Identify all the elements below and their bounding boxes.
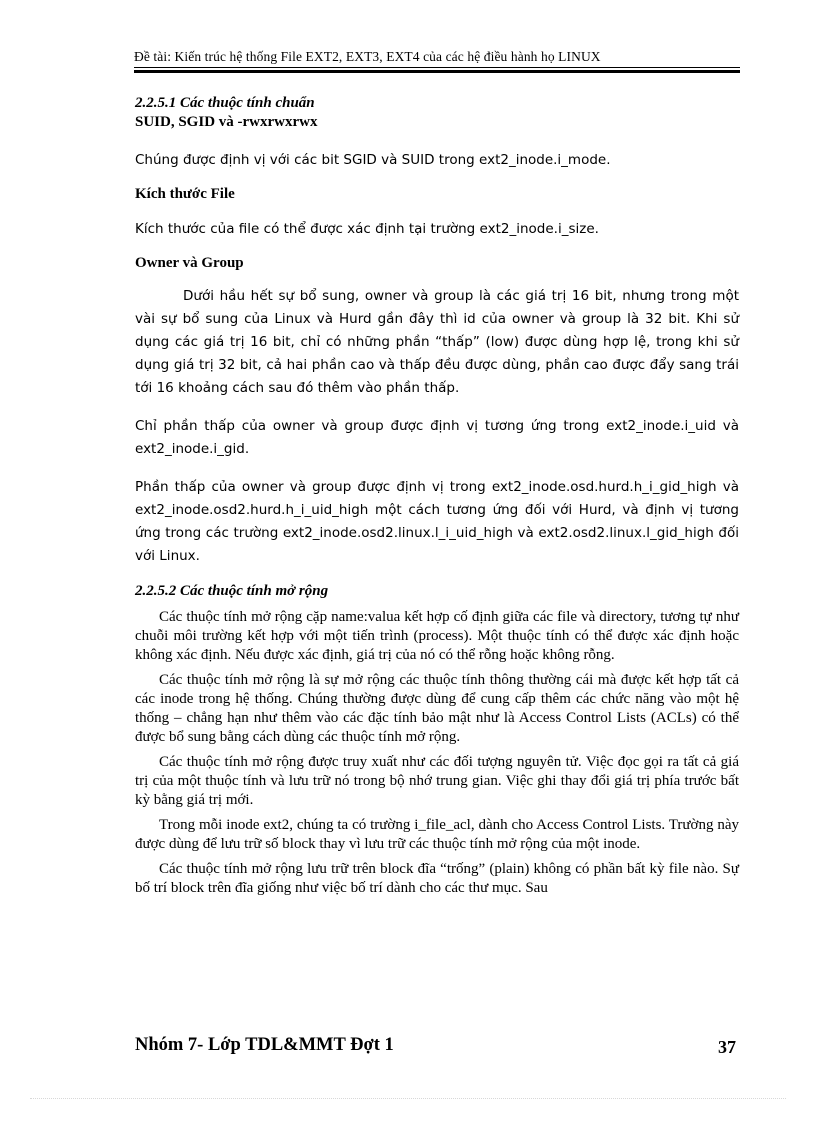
header-rule-thin	[134, 67, 740, 68]
paragraph-ext-attr-2: Các thuộc tính mở rộng là sự mở rộng các thuộc tính thông thường cái mà được kết hợp tất cả các inode trong hệ thống. Chúng thường được dùng để cung cấp thêm các chức năng vào một hệ thống – chẳng hạn như thêm vào các đặc tính bảo mật như là Access Control Lists (ACLs) có thể được bổ sung bằng cách dùng các thuộc tính mở rộng.	[135, 672, 739, 745]
section-heading-standard-attributes: 2.2.5.1 Các thuộc tính chuẩn	[135, 95, 315, 111]
header-rule-thick	[134, 70, 740, 73]
footer-group-label: Nhóm 7- Lớp TDL&MMT Đợt 1	[135, 1035, 394, 1055]
paragraph-suid: Chúng được định vị với các bit SGID và SUID trong ext2_inode.i_mode.	[135, 152, 611, 168]
page-number: 37	[718, 1037, 736, 1057]
subheading-file-size: Kích thước File	[135, 186, 235, 202]
paragraph-ext-attr-1: Các thuộc tính mở rộng cặp name:valua kết hợp cố định giữa các file và directory, tương tự như chuỗi môi trường kết hợp với một tiến trình (process). Một thuộc tính có thể được xác định hoặc không xác định. Nếu được xác định, giá trị của nó có thể rỗng hoặc không rỗng.	[135, 609, 739, 663]
paragraph-ext-attr-4: Trong mỗi inode ext2, chúng ta có trường i_file_acl, dành cho Access Control Lists. Trường này được dùng để lưu trữ số block thay vì lưu trữ các thuộc tính mở rộng của một inode.	[135, 817, 739, 852]
paragraph-file-size: Kích thước của file có thể được xác định tại trường ext2_inode.i_size.	[135, 221, 599, 237]
paragraph-ext-attr-3: Các thuộc tính mở rộng được truy xuất như các đối tượng nguyên tử. Việc đọc gọi ra tất cả giá trị của một thuộc tính và lưu trữ nó trong bộ nhớ trung gian. Việc ghi thay đổi giá trị phía trước bất kỳ bằng giá trị mới.	[135, 754, 739, 808]
page-bottom-border	[30, 1098, 786, 1099]
subheading-owner-group: Owner và Group	[135, 255, 244, 271]
paragraph-owner-group-bits: Dưới hầu hết sự bổ sung, owner và group là các giá trị 16 bit, nhưng trong một vài sự bổ sung của Linux và Hurd gần đây thì id của owner và group là 32 bit. Khi sử dụng các giá trị 16 bit, chỉ có những phần “thấp” (low) được dùng hợp lệ, trong khi sử dụng giá trị 32 bit, cả hai phần cao và thấp đều được dùng, phần cao được đẩy sang trái tới 16 khoảng cách sau đó thêm vào phần thấp.	[135, 288, 739, 396]
page-body	[135, 94, 739, 898]
paragraph-low-part: Chỉ phần thấp của owner và group được định vị tương ứng trong ext2_inode.i_uid và ext2_inode.i_gid.	[135, 418, 739, 457]
section-heading-extended-attributes: 2.2.5.2 Các thuộc tính mở rộng	[135, 583, 329, 599]
extended-attributes-text	[135, 608, 739, 898]
paragraph-high-part: Phần thấp của owner và group được định vị trong ext2_inode.osd.hurd.h_i_gid_high và ext2_inode.osd2.hurd.h_i_uid_high một cách tương ứng đối với Hurd, và định vị tương ứng trong các trường ext2_inode.osd2.linux.l_i_uid_high và ext2.osd2.linux.l_gid_high đối với Linux.	[135, 479, 739, 564]
paragraph-ext-attr-5: Các thuộc tính mở rộng lưu trữ trên block đĩa “trống” (plain) không có phần bất kỳ file nào. Sự bố trí block trên đĩa giống như việc bố trí dành cho các thư mục. Sau	[135, 861, 739, 896]
page-header: Đề tài: Kiến trúc hệ thống File EXT2, EXT3, EXT4 của các hệ điều hành họ LINUX	[134, 49, 601, 64]
subheading-suid-sgid: SUID, SGID và -rwxrwxrwx	[135, 114, 318, 130]
